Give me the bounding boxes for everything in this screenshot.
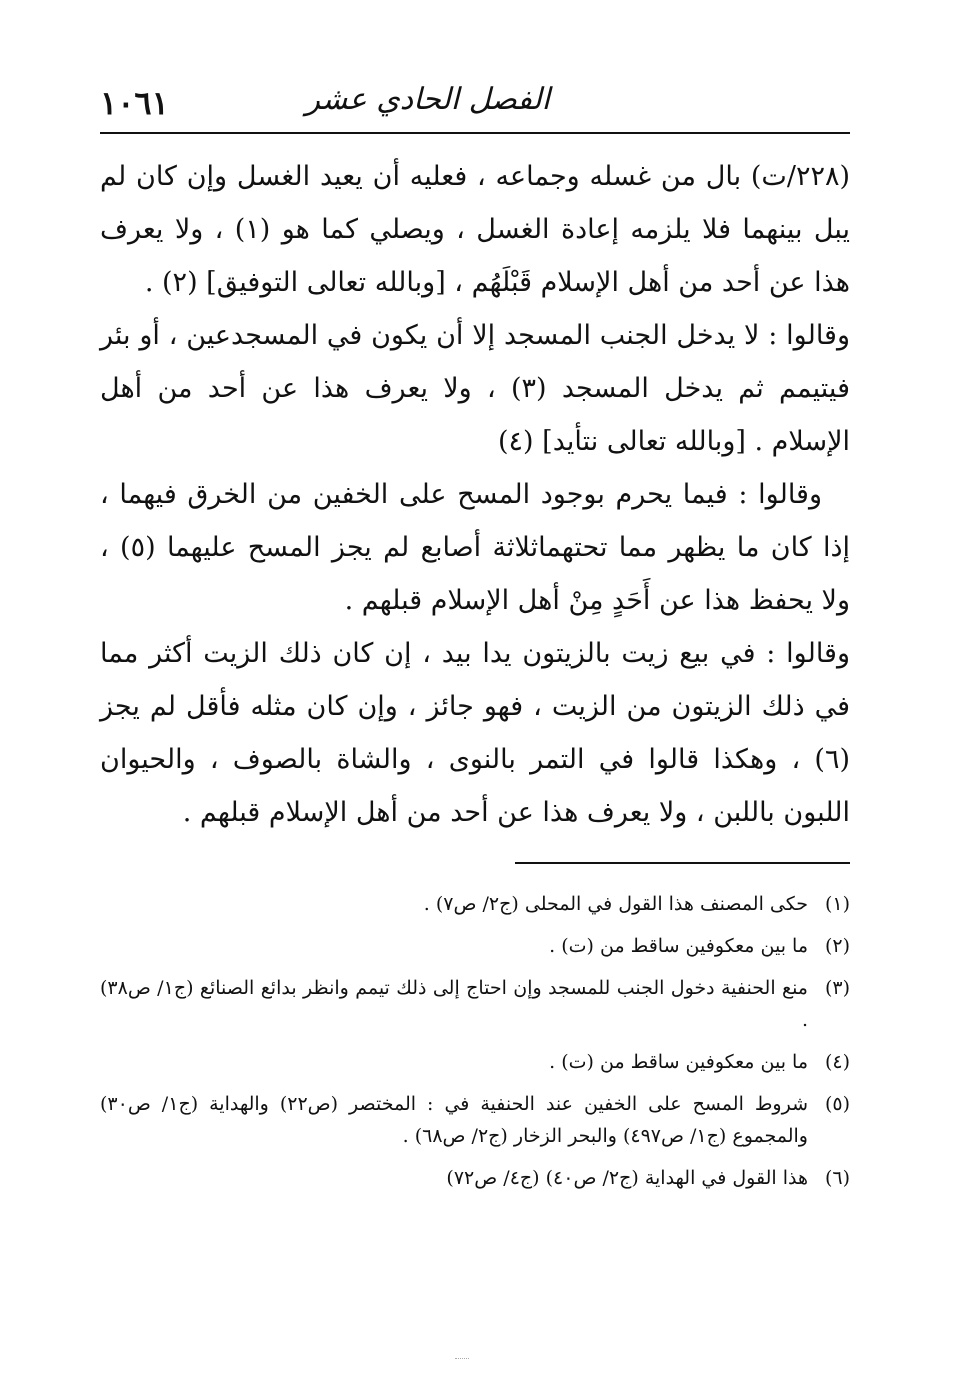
footnote-number: (٥) [824, 1093, 850, 1115]
footnote-number: (٢) [824, 935, 850, 957]
header-rule [100, 132, 850, 134]
footnote-number: (١) [824, 893, 850, 915]
paragraph-4: وقالوا : في بيع زيت بالزيتون يدا بيد ، إن كان ذلك الزيت أكثر مما في ذلك الزيتون من الزيت ، فهو جائز ، وإن كان مثله فأقل لم يجز (٦) ، وهكذا قالوا في التمر بالنوى ، والشاة بالصوف ، والحيوان اللبون باللبن ، ولا يعرف هذا عن أحد من أهل الإسلام قبلهم . [100, 638, 850, 828]
footnote-text: هذا القول في الهداية (ج٢/ ص٤٠) (ج٤/ ص٧٢) [446, 1167, 808, 1189]
footnote-number: (٦) [824, 1167, 850, 1189]
footnote-text: حكى المصنف هذا القول في المحلى (ج٢/ ص٧) . [423, 893, 808, 915]
chapter-title: الفصل الحادي عشر [305, 82, 550, 117]
paragraph-3: وقالوا : فيما يحرم بوجود المسح على الخفين من الخرق فيهما ، إذا كان ما يظهر مما تحتهماثلاثة أصابع لم يجز المسح عليهما (٥) ، ولا يحفظ هذا عن أَحَدٍ مِنْ أهل الإسلام قبلهم . [100, 479, 850, 616]
footnote-number: (٤) [824, 1051, 850, 1073]
footnote-6 [100, 1162, 850, 1194]
body-text [100, 150, 850, 839]
footnote-number: (٣) [824, 977, 850, 999]
paragraph-1: (٢٢٨/ت) بال من غسله وجماعه ، فعليه أن يعيد الغسل وإن كان لم يبل بينهما فلا يلزمه إعادة الغسل ، ويصلي كما هو (١) ، ولا يعرف هذا عن أحد من أهل الإسلام قَبْلَهُم ، [وبالله تعالى التوفيق] (٢) . [100, 161, 850, 298]
footnote-3 [100, 972, 850, 1036]
footnote-1 [100, 888, 850, 920]
footnote-separator [515, 862, 850, 864]
scan-speck [455, 1358, 469, 1359]
footnote-text: منع الحنفية دخول الجنب للمسجد وإن احتاج إلى ذلك تيمم وانظر بدائع الصنائع (ج١/ ص٣٨) . [100, 977, 808, 1031]
footnote-5 [100, 1088, 850, 1152]
footnote-text: ما بين معكوفين ساقط من (ت) . [549, 1051, 808, 1073]
footnotes [100, 888, 850, 1204]
footnote-text: شروط المسح على الخفين عند الحنفية في : المختصر (ص٢٢) والهداية (ج١/ ص٣٠) والمجموع (ج١/ ص٤٩٧) والبحر الزخار (ج٢/ ص٦٨) . [100, 1093, 808, 1147]
footnote-2 [100, 930, 850, 962]
page-number: ١٠٦١ [100, 84, 169, 122]
footnote-text: ما بين معكوفين ساقط من (ت) . [549, 935, 808, 957]
footnote-4 [100, 1046, 850, 1078]
page-header [100, 70, 850, 132]
paragraph-2: وقالوا : لا يدخل الجنب المسجد إلا أن يكون في المسجدعين ، أو بئر فيتيمم ثم يدخل المسجد (٣) ، ولا يعرف هذا عن أحد من أهل الإسلام . [وبالله تعالى نتأيد] (٤) [100, 320, 850, 457]
